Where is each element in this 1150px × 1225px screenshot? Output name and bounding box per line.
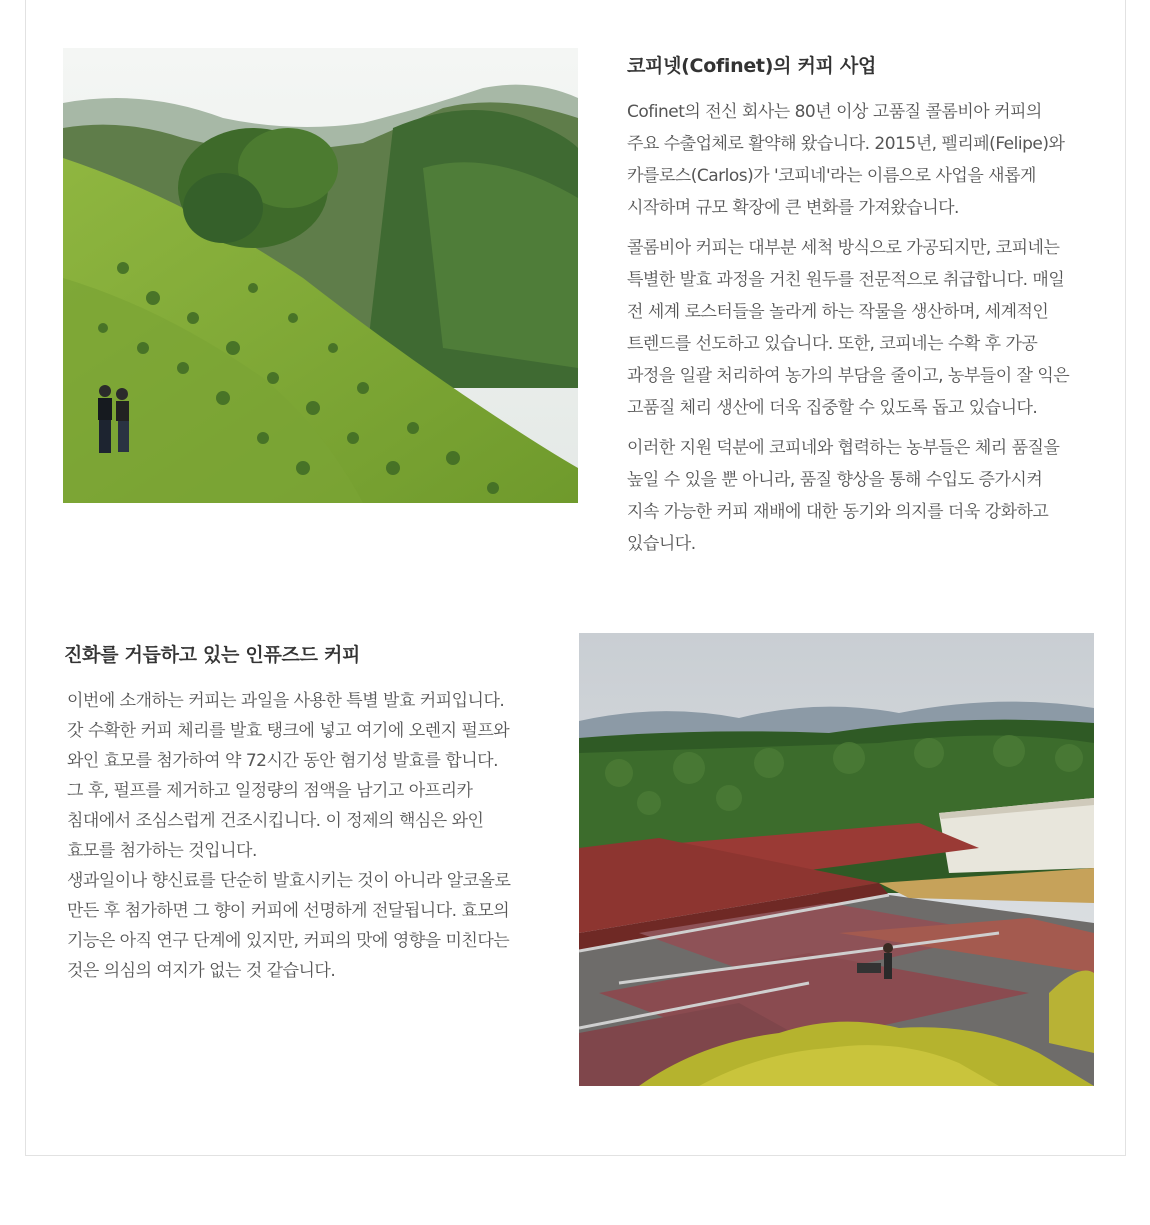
text-line: 와인 효모를 첨가하여 약 72시간 동안 혐기성 발효를 합니다.	[67, 751, 498, 771]
text-line: 트렌드를 선도하고 있습니다. 또한, 코피네는 수확 후 가공	[627, 334, 1038, 354]
section-1-paragraph-1	[627, 96, 1069, 224]
text-line: 주요 수출업체로 활약해 왔습니다. 2015년, 펠리페(Felipe)와	[627, 134, 1065, 154]
text-line: 전 세계 로스터들을 놀라게 하는 작물을 생산하며, 세계적인	[627, 302, 1049, 322]
text-line: 있습니다.	[627, 534, 696, 554]
section-1-body	[627, 96, 1069, 568]
section-2-body	[67, 686, 510, 986]
text-line: 생과일이나 향신료를 단순히 발효시키는 것이 아니라 알코올로	[67, 871, 511, 891]
text-line: 침대에서 조심스럽게 건조시킵니다. 이 정제의 핵심은 와인	[67, 811, 484, 831]
section-2-title: 진화를 거듭하고 있는 인퓨즈드 커피	[64, 644, 361, 666]
text-line: 시작하며 규모 확장에 큰 변화를 가져왔습니다.	[627, 198, 959, 218]
farm-hillside-photo	[63, 48, 578, 503]
text-line: 카를로스(Carlos)가 '코피네'라는 이름으로 사업을 새롭게	[627, 166, 1036, 186]
text-line: 것은 의심의 여지가 없는 것 같습니다.	[67, 961, 336, 981]
text-line: 이번에 소개하는 커피는 과일을 사용한 특별 발효 커피입니다.	[67, 691, 505, 711]
section-1-paragraph-2	[627, 232, 1069, 424]
drying-beds-photo	[579, 633, 1094, 1086]
text-line: 특별한 발효 과정을 거친 원두를 전문적으로 취급합니다. 매일	[627, 270, 1065, 290]
section-1-title: 코피넷(Cofinet)의 커피 사업	[627, 55, 877, 77]
section-1-paragraph-3	[627, 432, 1069, 560]
text-line: 이러한 지원 덕분에 코피네와 협력하는 농부들은 체리 품질을	[627, 438, 1060, 458]
text-line: Cofinet의 전신 회사는 80년 이상 고품질 콜롬비아 커피의	[627, 102, 1042, 122]
text-line: 그 후, 펄프를 제거하고 일정량의 점액을 남기고 아프리카	[67, 781, 473, 801]
text-line: 높일 수 있을 뿐 아니라, 품질 향상을 통해 수입도 증가시켜	[627, 470, 1043, 490]
text-line: 갓 수확한 커피 체리를 발효 탱크에 넣고 여기에 오렌지 펄프와	[67, 721, 510, 741]
text-line: 만든 후 첨가하면 그 향이 커피에 선명하게 전달됩니다. 효모의	[67, 901, 510, 921]
text-line: 과정을 일괄 처리하여 농가의 부담을 줄이고, 농부들이 잘 익은	[627, 366, 1070, 386]
text-line: 콜롬비아 커피는 대부분 세척 방식으로 가공되지만, 코피네는	[627, 238, 1060, 258]
text-line: 기능은 아직 연구 단계에 있지만, 커피의 맛에 영향을 미친다는	[67, 931, 510, 951]
text-line: 고품질 체리 생산에 더욱 집중할 수 있도록 돕고 있습니다.	[627, 398, 1038, 418]
text-line: 지속 가능한 커피 재배에 대한 동기와 의지를 더욱 강화하고	[627, 502, 1049, 522]
text-line: 효모를 첨가하는 것입니다.	[67, 841, 257, 861]
